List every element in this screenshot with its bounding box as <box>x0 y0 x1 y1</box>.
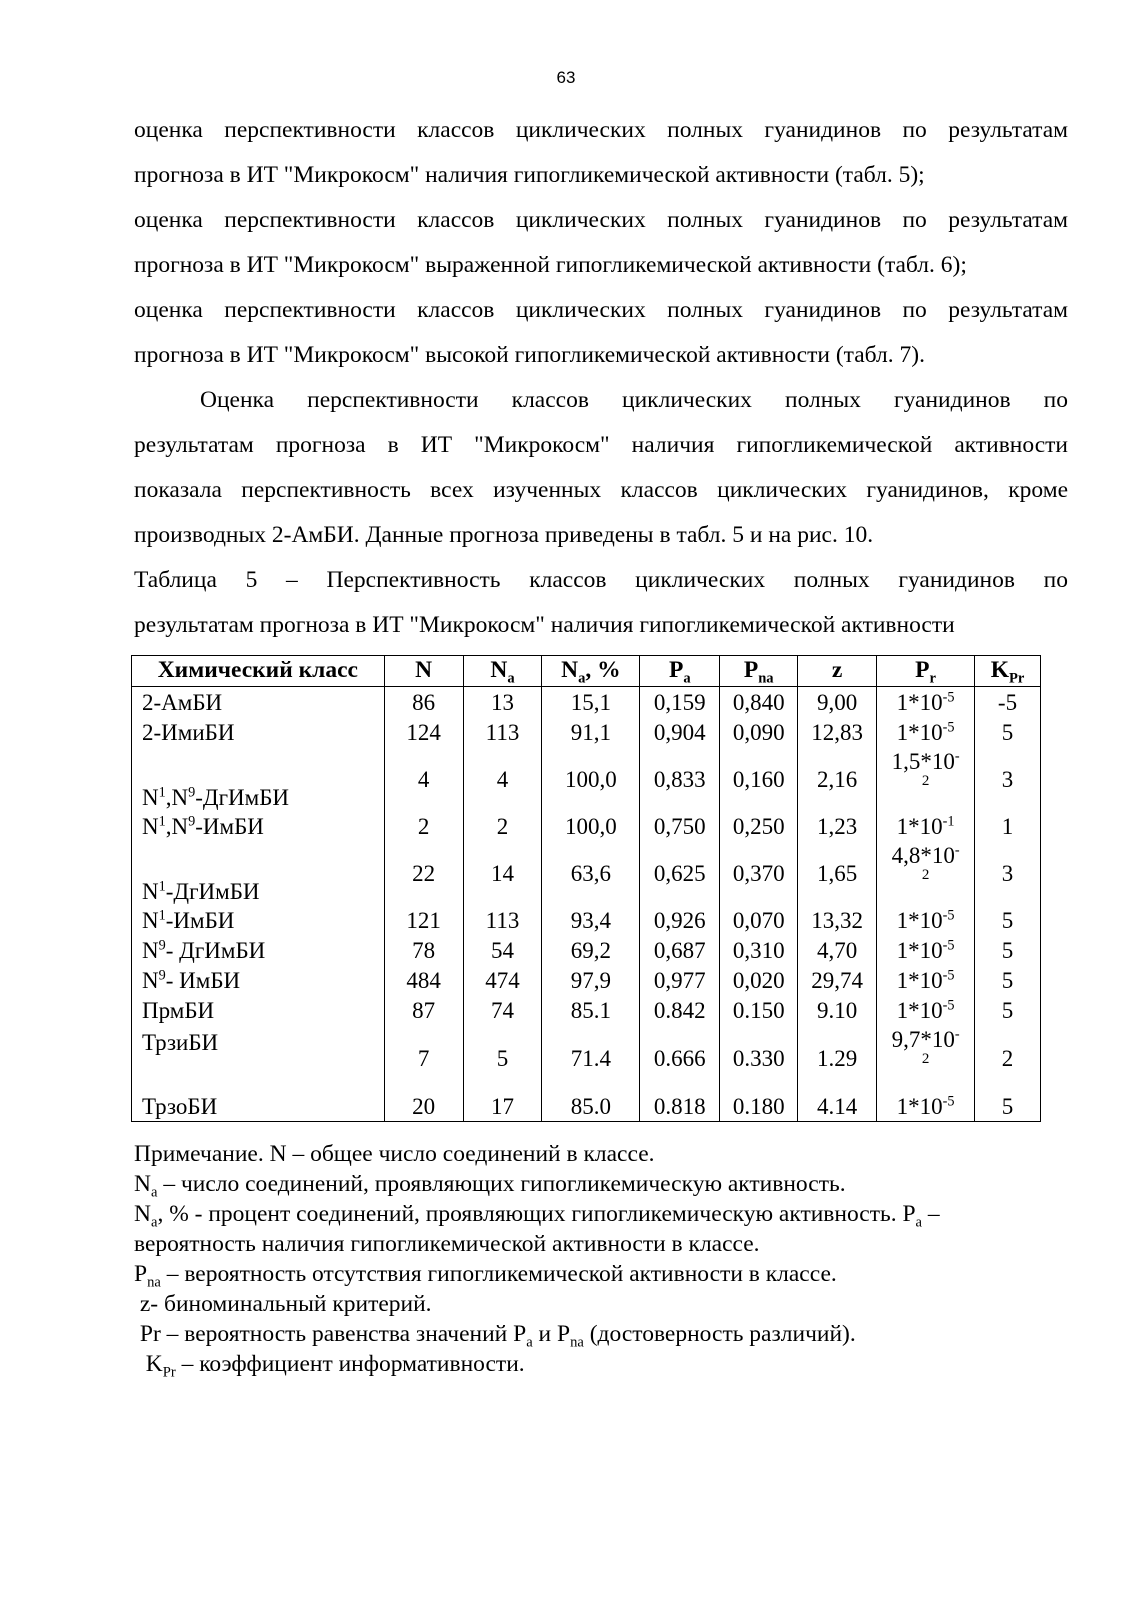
page-number: 63 <box>556 68 576 87</box>
cell-pa: 0,904 <box>640 717 720 747</box>
cell-pr: $1*10^{-1}$ <box>877 811 975 841</box>
cell-z: 2,16 <box>798 747 877 811</box>
paragraph-line: Оценка перспективности классов циклических полных гуанидинов по <box>200 387 1068 413</box>
cell-na-percent: 15,1 <box>542 687 640 718</box>
paragraph-line: результатам прогноза в ИТ "Микрокосм" наличия гипогликемической активности <box>134 432 1068 458</box>
paragraph-line: оценка перспективности классов циклических полных гуанидинов по результатам <box>134 297 1068 323</box>
cell-z: 9.10 <box>798 995 877 1025</box>
table-caption-line: результатам прогноза в ИТ "Микрокосм" наличия гипогликемической активности <box>134 612 955 638</box>
class-name: ПрмБИ <box>132 995 385 1025</box>
cell-n: 86 <box>384 687 463 718</box>
class-name: $N^1$-ДгИмБИ <box>132 841 385 905</box>
header-na: $N_a$ <box>463 656 542 687</box>
cell-z: 4,70 <box>798 935 877 965</box>
cell-pa: 0.666 <box>640 1025 720 1091</box>
table-row <box>132 935 1041 965</box>
cell-z: 1,65 <box>798 841 877 905</box>
cell-pr: $1*10^{-5}$ <box>877 905 975 935</box>
note-line: $K_{Pr}$ – коэффициент информативности. <box>134 1351 525 1381</box>
cell-pa: 0,750 <box>640 811 720 841</box>
cell-pa: 0,926 <box>640 905 720 935</box>
cell-pa: 0.842 <box>640 995 720 1025</box>
cell-pr: $1*10^{-5}$ <box>877 1091 975 1122</box>
class-name: $N^1,N^9$-ИмБИ <box>132 811 385 841</box>
cell-n: 87 <box>384 995 463 1025</box>
paragraph-line: оценка перспективности классов циклических полных гуанидинов по результатам <box>134 117 1068 143</box>
cell-pna: 0,310 <box>720 935 798 965</box>
cell-pr: $1*10^{-5}$ <box>877 717 975 747</box>
cell-kpr: 5 <box>975 995 1041 1025</box>
paragraph-line: прогноза в ИТ "Микрокосм" высокой гипогликемической активности (табл. 7). <box>134 342 925 368</box>
note-line: $N_a$ – число соединений, проявляющих гипогликемическую активность. <box>134 1171 846 1201</box>
cell-z: 29,74 <box>798 965 877 995</box>
cell-na: 113 <box>463 905 542 935</box>
header-na-percent: $N_a$, % <box>542 656 640 687</box>
class-name: $N^1,N^9$-ДгИмБИ <box>132 747 385 811</box>
table-row <box>132 687 1041 718</box>
paragraph-line: производных 2-АмБИ. Данные прогноза приведены в табл. 5 и на рис. 10. <box>134 522 874 548</box>
cell-kpr: 5 <box>975 905 1041 935</box>
cell-n: 7 <box>384 1025 463 1091</box>
table-row <box>132 811 1041 841</box>
cell-pna: 0.180 <box>720 1091 798 1122</box>
paragraph-line: прогноза в ИТ "Микрокосм" выраженной гипогликемической активности (табл. 6); <box>134 252 967 278</box>
cell-pna: 0,250 <box>720 811 798 841</box>
table-row <box>132 747 1041 811</box>
table-row <box>132 965 1041 995</box>
cell-kpr: 1 <box>975 811 1041 841</box>
cell-z: 9,00 <box>798 687 877 718</box>
cell-na: 113 <box>463 717 542 747</box>
cell-pa: 0,687 <box>640 935 720 965</box>
cell-n: 2 <box>384 811 463 841</box>
table-notes <box>134 1139 1068 1379</box>
cell-na: 54 <box>463 935 542 965</box>
cell-na: 13 <box>463 687 542 718</box>
cell-na-percent: 71.4 <box>542 1025 640 1091</box>
cell-na: 4 <box>463 747 542 811</box>
cell-kpr: 3 <box>975 841 1041 905</box>
cell-pa: 0,977 <box>640 965 720 995</box>
table-row <box>132 717 1041 747</box>
cell-n: 121 <box>384 905 463 935</box>
cell-pa: 0,159 <box>640 687 720 718</box>
cell-n: 20 <box>384 1091 463 1122</box>
cell-na: 5 <box>463 1025 542 1091</box>
cell-pr: 9,7*10- 2 <box>877 1025 975 1091</box>
cell-pr: $1*10^{-5}$ <box>877 935 975 965</box>
cell-na-percent: 100,0 <box>542 747 640 811</box>
cell-kpr: 5 <box>975 935 1041 965</box>
cell-pr: $1*10^{-5}$ <box>877 965 975 995</box>
cell-pa: 0.818 <box>640 1091 720 1122</box>
cell-pr: $1*10^{-5}$ <box>877 687 975 718</box>
cell-z: 1,23 <box>798 811 877 841</box>
note-line: z- биноминальный критерий. <box>134 1291 432 1317</box>
cell-na: 14 <box>463 841 542 905</box>
class-name: 2-ИмиБИ <box>132 717 385 747</box>
cell-na-percent: 63,6 <box>542 841 640 905</box>
cell-pr: 4,8*10- 2 <box>877 841 975 905</box>
class-name: 2-АмБИ <box>132 687 385 718</box>
header-chemical-class: Химический класс <box>132 656 385 687</box>
cell-n: 484 <box>384 965 463 995</box>
cell-kpr: -5 <box>975 687 1041 718</box>
cell-pna: 0.150 <box>720 995 798 1025</box>
cell-kpr: 5 <box>975 965 1041 995</box>
cell-pr: $1*10^{-5}$ <box>877 995 975 1025</box>
cell-pna: 0,070 <box>720 905 798 935</box>
note-line: вероятность наличия гипогликемической активности в классе. <box>134 1231 760 1257</box>
cell-pna: 0,840 <box>720 687 798 718</box>
header-z: z <box>798 656 877 687</box>
table-caption-line: Таблица 5 – Перспективность классов циклических полных гуанидинов по <box>134 567 1068 593</box>
cell-kpr: 5 <box>975 1091 1041 1122</box>
note-line: $N_a$, % - процент соединений, проявляющих гипогликемическую активность. $P_a$ – <box>134 1201 940 1231</box>
cell-na: 474 <box>463 965 542 995</box>
cell-z: 13,32 <box>798 905 877 935</box>
note-line: Pr – вероятность равенства значений $P_a$ и $P_{na}$ (достоверность различий). <box>134 1321 856 1351</box>
cell-kpr: 2 <box>975 1025 1041 1091</box>
cell-z: 4.14 <box>798 1091 877 1122</box>
table-row <box>132 1025 1041 1091</box>
cell-na-percent: 100,0 <box>542 811 640 841</box>
table-row <box>132 905 1041 935</box>
paragraph-line: показала перспективность всех изученных классов циклических гуанидинов, кроме <box>134 477 1068 503</box>
cell-na-percent: 97,9 <box>542 965 640 995</box>
class-name: ТрзоБИ <box>132 1091 385 1122</box>
header-n: N <box>384 656 463 687</box>
cell-n: 4 <box>384 747 463 811</box>
cell-na-percent: 93,4 <box>542 905 640 935</box>
header-kpr: $K_{Pr}$ <box>975 656 1041 687</box>
class-name: ТрзиБИ <box>132 1025 385 1091</box>
table-row <box>132 1091 1041 1122</box>
cell-n: 124 <box>384 717 463 747</box>
cell-kpr: 3 <box>975 747 1041 811</box>
cell-pna: 0.330 <box>720 1025 798 1091</box>
body-paragraphs <box>134 108 1068 648</box>
cell-n: 78 <box>384 935 463 965</box>
table-header-row <box>132 656 1041 687</box>
prediction-table <box>131 655 1041 1122</box>
cell-na-percent: 85.1 <box>542 995 640 1025</box>
cell-na: 74 <box>463 995 542 1025</box>
cell-kpr: 5 <box>975 717 1041 747</box>
header-pr: $P_r$ <box>877 656 975 687</box>
table-row <box>132 995 1041 1025</box>
cell-na: 2 <box>463 811 542 841</box>
cell-pna: 0,090 <box>720 717 798 747</box>
cell-pna: 0,020 <box>720 965 798 995</box>
cell-na: 17 <box>463 1091 542 1122</box>
paragraph-line: прогноза в ИТ "Микрокосм" наличия гипогликемической активности (табл. 5); <box>134 162 925 188</box>
cell-na-percent: 91,1 <box>542 717 640 747</box>
class-name: $N^1$-ИмБИ <box>132 905 385 935</box>
class-name: $N^9-$ ДгИмБИ <box>132 935 385 965</box>
cell-z: 1.29 <box>798 1025 877 1091</box>
header-pna: $P_{na}$ <box>720 656 798 687</box>
cell-z: 12,83 <box>798 717 877 747</box>
cell-pna: 0,370 <box>720 841 798 905</box>
note-line: $P_{na}$ – вероятность отсутствия гипогликемической активности в классе. <box>134 1261 837 1291</box>
header-pa: $P_a$ <box>640 656 720 687</box>
cell-na-percent: 69,2 <box>542 935 640 965</box>
class-name: $N^9-$ ИмБИ <box>132 965 385 995</box>
paragraph-line: оценка перспективности классов циклических полных гуанидинов по результатам <box>134 207 1068 233</box>
cell-n: 22 <box>384 841 463 905</box>
note-line: Примечание. N – общее число соединений в классе. <box>134 1141 655 1167</box>
cell-na-percent: 85.0 <box>542 1091 640 1122</box>
cell-pna: 0,160 <box>720 747 798 811</box>
cell-pa: 0,833 <box>640 747 720 811</box>
table-row <box>132 841 1041 905</box>
cell-pr: 1,5*10- 2 <box>877 747 975 811</box>
cell-pa: 0,625 <box>640 841 720 905</box>
